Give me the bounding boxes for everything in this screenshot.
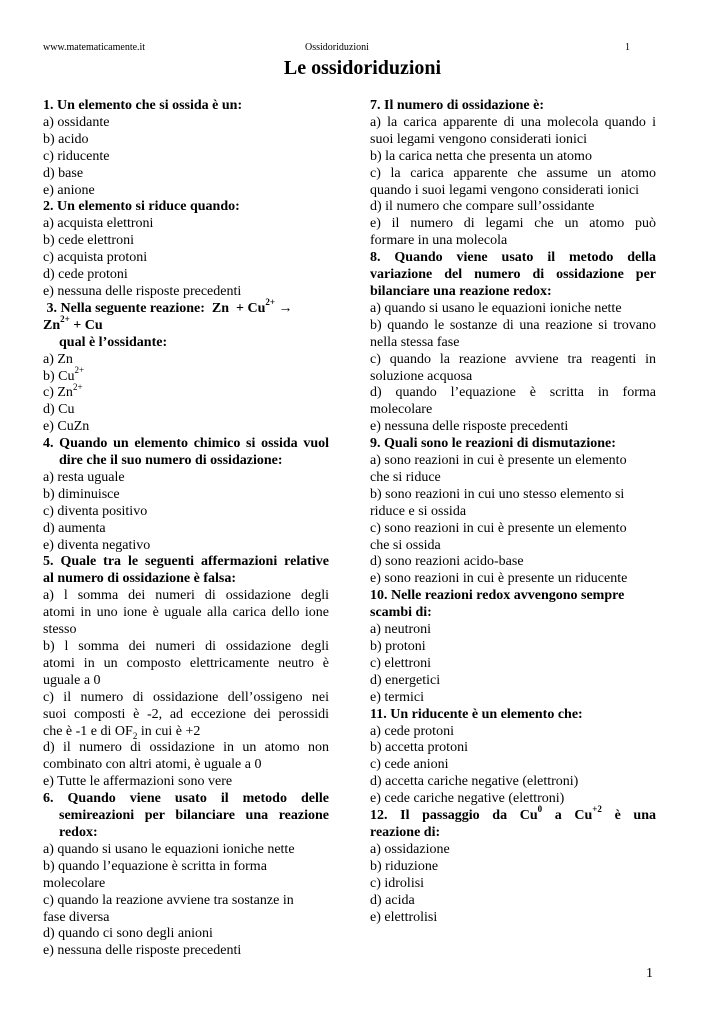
answer-option: e) nessuna delle risposte precedenti bbox=[43, 283, 242, 299]
answer-option: uguale a 0 bbox=[43, 672, 101, 688]
answer-option: c) cede anioni bbox=[370, 757, 449, 773]
question-6: 6. Quando viene usato il metodo delle bbox=[43, 791, 329, 807]
answer-option: b) sono reazioni in cui uno stesso elemento si bbox=[370, 486, 625, 502]
answer-option: d) energetici bbox=[370, 672, 441, 688]
answer-option: c) idrolisi bbox=[370, 875, 425, 891]
question-6-cont: semireazioni per bilanciare una reazione bbox=[59, 808, 329, 824]
answer-option: riduce e si ossida bbox=[370, 503, 467, 519]
answer-option: a) la carica apparente di una molecola quando i bbox=[370, 114, 656, 130]
answer-option: c) la carica apparente che assume un atomo bbox=[370, 165, 656, 181]
answer-option: formare in una molecola bbox=[370, 233, 508, 249]
answer-text: b) Cu bbox=[43, 368, 75, 384]
answer-option: b) l somma dei numeri di ossidazione degli bbox=[43, 639, 329, 654]
left-column bbox=[43, 98, 329, 960]
answer-option: a) cede protoni bbox=[370, 723, 454, 739]
answer-option: atomi in un composto elettricamente neutro è bbox=[43, 655, 329, 671]
header-topic: Ossidoriduzioni bbox=[305, 42, 369, 53]
superscript: 0 bbox=[537, 804, 543, 815]
answer-option: b) riduzione bbox=[370, 858, 439, 874]
answer-option: e) Tutte le affermazioni sono vere bbox=[43, 774, 233, 790]
answer-option: stesso bbox=[43, 622, 77, 638]
answer-option: e) CuZn bbox=[43, 419, 90, 435]
answer-option: atomi in uno ione è uguale alla carica dello ione bbox=[43, 605, 329, 621]
answer-option: a) neutroni bbox=[370, 622, 432, 638]
question-5: 5. Quale tra le seguenti affermazioni relative bbox=[43, 554, 329, 570]
answer-option: che si riduce bbox=[370, 469, 441, 485]
answer-option: suoi legami vengono considerati ionici bbox=[370, 131, 587, 147]
answer-option: d) acida bbox=[370, 892, 415, 908]
question-4: 4. Quando un elemento chimico si ossida vuol bbox=[43, 436, 329, 452]
subscript: 2 bbox=[132, 730, 138, 741]
question-6-cont: redox: bbox=[59, 824, 98, 840]
answer-option: d) aumenta bbox=[43, 520, 106, 536]
answer-option: fase diversa bbox=[43, 909, 110, 925]
answer-option: e) diventa negativo bbox=[43, 537, 151, 553]
question-3-products bbox=[43, 314, 329, 335]
answer-option bbox=[43, 364, 329, 386]
question-7: 7. Il numero di ossidazione è: bbox=[370, 98, 544, 113]
answer-option: quando i suoi legami vengono considerati ionici bbox=[370, 182, 640, 198]
header-page-number: 1 bbox=[625, 42, 630, 53]
question-8: 8. Quando viene usato il metodo della bbox=[370, 250, 656, 266]
question-12-text: è una bbox=[601, 808, 656, 824]
answer-option bbox=[43, 381, 329, 402]
page-title: Le ossidoriduzioni bbox=[283, 57, 442, 79]
question-10-cont: scambi di: bbox=[370, 605, 432, 621]
superscript: 2+ bbox=[265, 297, 276, 308]
answer-option: e) nessuna delle risposte precedenti bbox=[370, 419, 569, 435]
question-1: 1. Un elemento che si ossida è un: bbox=[43, 98, 243, 113]
answer-option: e) elettrolisi bbox=[370, 909, 438, 925]
product-cu: + Cu bbox=[69, 317, 103, 333]
answer-option: d) il numero che compare sull’ossidante bbox=[370, 199, 595, 215]
arrow: → bbox=[275, 300, 293, 316]
superscript: 2+ bbox=[74, 364, 85, 375]
answer-option: b) diminuisce bbox=[43, 486, 120, 502]
answer-option: c) quando la reazione avviene tra reagenti in bbox=[370, 351, 656, 367]
superscript: 2+ bbox=[72, 381, 83, 392]
answer-option: d) quando l’equazione è scritta in forma bbox=[370, 385, 656, 401]
answer-option: d) il numero di ossidazione in un atomo non bbox=[43, 740, 329, 756]
answer-option: e) termici bbox=[370, 689, 425, 705]
answer-option: e) nessuna delle risposte precedenti bbox=[43, 943, 242, 959]
answer-option: d) accetta cariche negative (elettroni) bbox=[370, 774, 579, 790]
answer-option: c) riducente bbox=[43, 148, 110, 164]
question-12-cont: reazione di: bbox=[370, 824, 441, 840]
answer-option: combinato con altri atomi, è uguale a 0 bbox=[43, 757, 262, 773]
answer-option: b) quando l’equazione è scritta in forma bbox=[43, 858, 267, 874]
question-3-text: 3. Nella seguente reazione: Zn + Cu bbox=[43, 300, 266, 316]
answer-option: d) cede protoni bbox=[43, 267, 128, 283]
question-12-text: a Cu bbox=[542, 808, 593, 824]
answer-option: e) il numero di legami che un atomo può bbox=[370, 216, 656, 232]
answer-option: c) quando la reazione avviene tra sostanze in bbox=[43, 892, 294, 908]
answer-option: c) sono reazioni in cui è presente un elemento bbox=[370, 520, 627, 536]
answer-option: b) quando le sostanze di una reazione si trovano bbox=[370, 317, 656, 333]
question-9: 9. Quali sono le reazioni di dismutazione: bbox=[370, 436, 616, 452]
answer-option bbox=[43, 724, 329, 741]
question-4-cont: dire che il suo numero di ossidazione: bbox=[59, 453, 283, 469]
answer-option: che si ossida bbox=[370, 537, 441, 553]
question-2: 2. Un elemento si riduce quando: bbox=[43, 199, 240, 215]
question-3-ask: qual è l’ossidante: bbox=[59, 334, 168, 350]
question-8-cont: variazione del numero di ossidazione per bbox=[370, 267, 656, 283]
superscript: 2+ bbox=[60, 314, 70, 325]
answer-option: c) acquista protoni bbox=[43, 250, 148, 266]
question-8-cont: bilanciare una reazione redox: bbox=[370, 283, 552, 299]
answer-option: d) sono reazioni acido-base bbox=[370, 554, 524, 570]
header-site: www.matematicamente.it bbox=[43, 42, 146, 53]
answer-option: a) ossidante bbox=[43, 114, 110, 130]
superscript: +2 bbox=[592, 804, 602, 815]
question-10: 10. Nelle reazioni redox avvengono sempre bbox=[370, 588, 625, 604]
answer-option: a) sono reazioni in cui è presente un elemento bbox=[370, 453, 627, 469]
answer-option: a) quando si usano le equazioni ioniche nette bbox=[370, 300, 622, 316]
answer-option: a) ossidazione bbox=[370, 841, 450, 857]
footer-page-number: 1 bbox=[646, 966, 653, 981]
answer-text: c) Zn bbox=[43, 385, 73, 401]
answer-option: d) base bbox=[43, 165, 84, 181]
question-12 bbox=[370, 804, 656, 825]
answer-text: in cui è +2 bbox=[137, 723, 201, 739]
answer-option: suoi composti è -2, ad eccezione dei perossidi bbox=[43, 706, 329, 722]
answer-option: a) Zn bbox=[43, 351, 73, 367]
answer-option: d) quando ci sono degli anioni bbox=[43, 926, 213, 942]
question-11: 11. Un riducente è un elemento che: bbox=[370, 706, 583, 722]
question-3 bbox=[43, 297, 329, 318]
answer-option: a) quando si usano le equazioni ioniche nette bbox=[43, 841, 295, 857]
answer-option: b) la carica netta che presenta un atomo bbox=[370, 148, 592, 164]
answer-option: e) anione bbox=[43, 182, 95, 198]
answer-option: b) cede elettroni bbox=[43, 233, 134, 249]
answer-option: b) acido bbox=[43, 131, 89, 147]
right-column bbox=[370, 98, 656, 926]
answer-option: a) l somma dei numeri di ossidazione degli bbox=[43, 588, 329, 604]
answer-option: molecolare bbox=[370, 402, 433, 418]
answer-option: b) accetta protoni bbox=[370, 740, 468, 756]
answer-text: che è -1 e di OF bbox=[43, 723, 133, 739]
product-zn: Zn bbox=[43, 317, 61, 333]
question-5-cont: al numero di ossidazione è falsa: bbox=[43, 571, 237, 587]
answer-option: b) protoni bbox=[370, 639, 426, 654]
answer-option: a) resta uguale bbox=[43, 469, 125, 485]
answer-option: nella stessa fase bbox=[370, 334, 460, 350]
question-12-text: 12. Il passaggio da Cu bbox=[370, 808, 538, 824]
answer-option: e) cede cariche negative (elettroni) bbox=[370, 791, 565, 807]
answer-option: c) il numero di ossidazione dell’ossigeno nei bbox=[43, 689, 329, 705]
answer-option: a) acquista elettroni bbox=[43, 216, 154, 232]
answer-option: molecolare bbox=[43, 875, 106, 891]
answer-option: soluzione acquosa bbox=[370, 368, 473, 384]
answer-option: d) Cu bbox=[43, 402, 75, 418]
answer-option: c) elettroni bbox=[370, 655, 432, 671]
answer-option: e) sono reazioni in cui è presente un riducente bbox=[370, 571, 628, 587]
answer-option: c) diventa positivo bbox=[43, 503, 148, 519]
